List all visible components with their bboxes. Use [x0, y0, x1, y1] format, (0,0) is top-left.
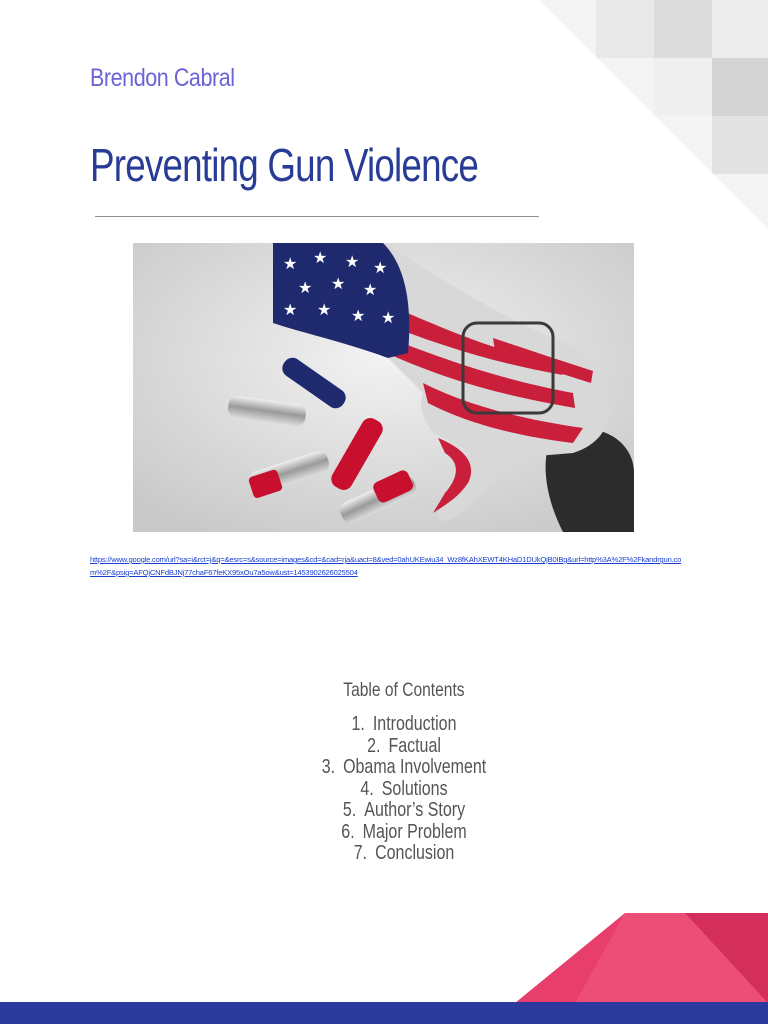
svg-text:★: ★	[331, 274, 346, 293]
title-divider	[95, 216, 539, 217]
pink-triangle-decoration-icon	[515, 913, 768, 1003]
svg-text:★: ★	[381, 308, 396, 327]
svg-text:★: ★	[351, 306, 366, 325]
author-name: Brendon Cabral	[90, 64, 235, 92]
svg-text:★: ★	[298, 278, 313, 297]
page-title: Preventing Gun Violence	[90, 139, 479, 191]
toc-item-number: 4.	[360, 777, 374, 800]
toc-item-number: 2.	[367, 734, 381, 757]
svg-text:★: ★	[373, 258, 388, 277]
toc-item	[81, 822, 727, 844]
svg-text:★: ★	[283, 300, 298, 319]
svg-text:★: ★	[345, 252, 360, 271]
table-of-contents	[0, 680, 768, 865]
toc-item-label: Obama Involvement	[343, 756, 487, 778]
toc-item	[81, 714, 727, 736]
toc-item-number: 3.	[321, 756, 336, 778]
svg-text:★: ★	[283, 254, 298, 273]
toc-item	[81, 736, 727, 758]
toc-item-number: 6.	[341, 820, 355, 843]
toc-item-label: Introduction	[372, 713, 457, 735]
toc-item-label: Author’s Story	[364, 799, 466, 821]
american-flag-revolver-photo	[133, 243, 634, 532]
svg-text:★: ★	[363, 280, 378, 299]
toc-list	[0, 714, 768, 865]
svg-text:★: ★	[313, 248, 328, 267]
toc-item-number: 1.	[351, 713, 365, 735]
toc-item-label: Factual	[388, 734, 441, 757]
toc-item	[81, 843, 727, 865]
toc-item-number: 7.	[353, 842, 368, 864]
image-source-link[interactable]: https://www.google.com/url?sa=i&rct=j&q=&esrc=s&source=images&cd=&cad=rja&uact=8&ved=0ahUKEwiu34_Wz8fKAhXEWT4KHaD1DUkQjB0IBg&url=http%3A%2F%2Fkandrgun.com%2F&psig=AFQjCNFdBJNj77chaF67feKX95xOu7a5ow&ust=1453902626025504	[90, 555, 682, 577]
toc-heading: Table of Contents	[343, 680, 465, 701]
toc-item-label: Solutions	[381, 777, 448, 800]
toc-item-label: Major Problem	[362, 820, 467, 843]
toc-item	[81, 757, 727, 779]
toc-item-label: Conclusion	[375, 842, 455, 864]
gray-tile-pattern-icon	[538, 0, 768, 230]
bottom-bar	[0, 1002, 768, 1024]
toc-item	[81, 779, 727, 801]
svg-text:★: ★	[317, 300, 332, 319]
toc-item-number: 5.	[342, 799, 357, 821]
toc-item	[81, 800, 727, 822]
